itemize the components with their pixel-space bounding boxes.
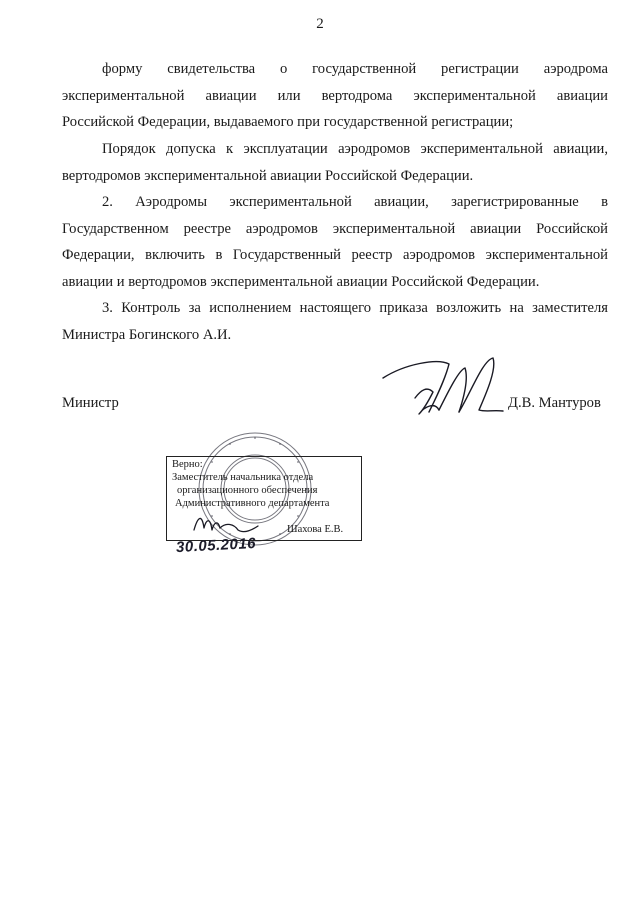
text-line: Министра Богинского А.И. bbox=[62, 326, 232, 343]
text-line: авиации и вертодромов экспериментальной авиации Российской Федерации. bbox=[62, 273, 540, 290]
signer-name: Д.В. Мантуров bbox=[508, 395, 601, 411]
paragraph-3 bbox=[62, 189, 608, 295]
text-line: экспериментальной авиации или вертодрома экспериментальной авиации bbox=[62, 87, 608, 104]
text-line: вертодромов экспериментальной авиации Российской Федерации. bbox=[62, 167, 474, 184]
paragraph-2 bbox=[62, 136, 608, 189]
certification-line: Административного департамента bbox=[175, 498, 330, 509]
certification-line: организационного обеспечения bbox=[177, 485, 318, 496]
certifier-name: Шахова Е.В. bbox=[287, 524, 344, 535]
paragraph-4 bbox=[62, 295, 608, 348]
certifier-signature-icon bbox=[190, 510, 260, 538]
page-number: 2 bbox=[316, 16, 324, 32]
text-line: Российской Федерации, выдаваемого при государственной регистрации; bbox=[62, 114, 514, 130]
text-line: 2. Аэродромы экспериментальной авиации, зарегистрированные в bbox=[102, 194, 608, 210]
certification-line: Верно: bbox=[172, 459, 203, 470]
handwritten-date: 30.05.2016 bbox=[175, 534, 257, 557]
text-line: Государственном реестре аэродромов экспериментальной авиации Российской bbox=[62, 220, 608, 237]
certification-line: Заместитель начальника отдела bbox=[172, 472, 314, 483]
text-line: Федерации, включить в Государственный реестр аэродромов экспериментальной bbox=[62, 247, 608, 263]
paragraph-1 bbox=[62, 56, 608, 136]
text-line: 3. Контроль за исполнением настоящего приказа возложить на заместителя bbox=[102, 300, 608, 316]
text-line: Порядок допуска к эксплуатации аэродромов экспериментальной авиации, bbox=[102, 141, 608, 157]
handwritten-signature-icon bbox=[375, 340, 515, 420]
text-line: форму свидетельства о государственной регистрации аэродрома bbox=[102, 61, 608, 77]
signer-title: Министр bbox=[62, 395, 119, 411]
